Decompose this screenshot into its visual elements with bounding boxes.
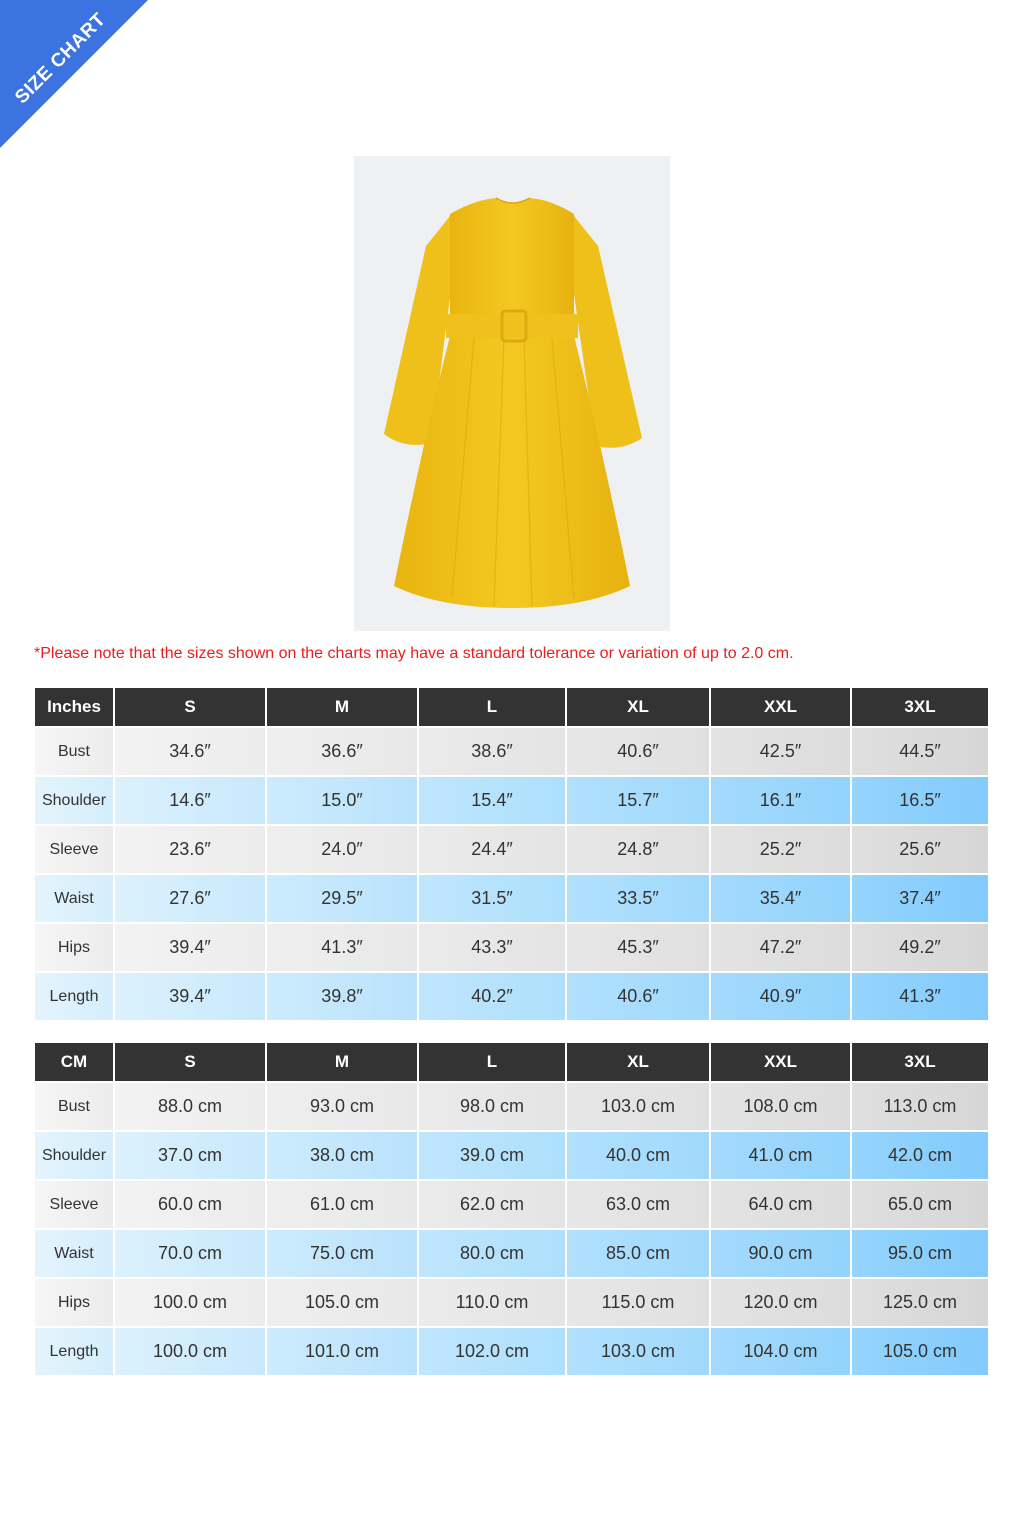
table-cell: 23.6″ — [115, 826, 265, 873]
measurement-label: Hips — [35, 1279, 113, 1326]
table-cell: 40.2″ — [419, 973, 565, 1020]
table-row — [35, 1328, 988, 1375]
table-cell: 102.0 cm — [419, 1328, 565, 1375]
table-cell: 34.6″ — [115, 728, 265, 775]
table-row — [35, 777, 988, 824]
table-cell: 38.6″ — [419, 728, 565, 775]
table-cell: 37.4″ — [852, 875, 988, 922]
table-cell: 63.0 cm — [567, 1181, 709, 1228]
table-cell: 25.6″ — [852, 826, 988, 873]
size-header: L — [419, 688, 565, 726]
table-cell: 125.0 cm — [852, 1279, 988, 1326]
table-cell: 108.0 cm — [711, 1083, 850, 1130]
measurement-label: Bust — [35, 728, 113, 775]
table-cell: 70.0 cm — [115, 1230, 265, 1277]
table-cell: 42.0 cm — [852, 1132, 988, 1179]
table-cell: 100.0 cm — [115, 1328, 265, 1375]
table-cell: 75.0 cm — [267, 1230, 417, 1277]
table-cell: 29.5″ — [267, 875, 417, 922]
table-cell: 41.3″ — [852, 973, 988, 1020]
table-cell: 61.0 cm — [267, 1181, 417, 1228]
table-row — [35, 1279, 988, 1326]
measurement-label: Waist — [35, 875, 113, 922]
badge-label: SIZE CHART — [11, 9, 111, 109]
table-cell: 65.0 cm — [852, 1181, 988, 1228]
size-header: 3XL — [852, 1043, 988, 1081]
product-image — [354, 156, 670, 631]
table-cell: 105.0 cm — [267, 1279, 417, 1326]
table-cell: 103.0 cm — [567, 1083, 709, 1130]
table-cell: 41.0 cm — [711, 1132, 850, 1179]
table-cell: 80.0 cm — [419, 1230, 565, 1277]
table-cell: 47.2″ — [711, 924, 850, 971]
table-cell: 105.0 cm — [852, 1328, 988, 1375]
table-cell: 40.6″ — [567, 728, 709, 775]
table-header-row — [35, 688, 988, 726]
measurement-label: Hips — [35, 924, 113, 971]
size-table-cm — [33, 1041, 990, 1377]
unit-label: Inches — [35, 688, 113, 726]
table-row — [35, 924, 988, 971]
table-cell: 85.0 cm — [567, 1230, 709, 1277]
table-cell: 40.6″ — [567, 973, 709, 1020]
table-cell: 38.0 cm — [267, 1132, 417, 1179]
table-cell: 41.3″ — [267, 924, 417, 971]
table-cell: 60.0 cm — [115, 1181, 265, 1228]
table-cell: 40.0 cm — [567, 1132, 709, 1179]
table-cell: 16.1″ — [711, 777, 850, 824]
table-cell: 98.0 cm — [419, 1083, 565, 1130]
table-cell: 113.0 cm — [852, 1083, 988, 1130]
table-cell: 24.4″ — [419, 826, 565, 873]
table-cell: 39.8″ — [267, 973, 417, 1020]
table-cell: 15.4″ — [419, 777, 565, 824]
size-header: 3XL — [852, 688, 988, 726]
size-header: XL — [567, 1043, 709, 1081]
measurement-label: Length — [35, 1328, 113, 1375]
table-cell: 95.0 cm — [852, 1230, 988, 1277]
table-row — [35, 1181, 988, 1228]
measurement-label: Bust — [35, 1083, 113, 1130]
table-row — [35, 728, 988, 775]
size-header: XL — [567, 688, 709, 726]
table-cell: 24.0″ — [267, 826, 417, 873]
table-cell: 36.6″ — [267, 728, 417, 775]
table-cell: 93.0 cm — [267, 1083, 417, 1130]
size-table-inches — [33, 686, 990, 1022]
size-header: XXL — [711, 688, 850, 726]
size-header: S — [115, 1043, 265, 1081]
table-cell: 24.8″ — [567, 826, 709, 873]
table-cell: 120.0 cm — [711, 1279, 850, 1326]
table-cell: 42.5″ — [711, 728, 850, 775]
table-cell: 33.5″ — [567, 875, 709, 922]
size-header: S — [115, 688, 265, 726]
table-row — [35, 1083, 988, 1130]
table-cell: 101.0 cm — [267, 1328, 417, 1375]
table-cell: 37.0 cm — [115, 1132, 265, 1179]
table-cell: 49.2″ — [852, 924, 988, 971]
unit-label: CM — [35, 1043, 113, 1081]
size-header: M — [267, 688, 417, 726]
table-cell: 88.0 cm — [115, 1083, 265, 1130]
table-cell: 39.0 cm — [419, 1132, 565, 1179]
table-header-row — [35, 1043, 988, 1081]
table-cell: 43.3″ — [419, 924, 565, 971]
table-cell: 31.5″ — [419, 875, 565, 922]
table-row — [35, 875, 988, 922]
tolerance-note: *Please note that the sizes shown on the charts may have a standard tolerance or variation of up to 2.0 cm. — [34, 645, 794, 662]
table-cell: 44.5″ — [852, 728, 988, 775]
table-cell: 115.0 cm — [567, 1279, 709, 1326]
table-cell: 35.4″ — [711, 875, 850, 922]
table-cell: 100.0 cm — [115, 1279, 265, 1326]
table-cell: 110.0 cm — [419, 1279, 565, 1326]
table-cell: 15.7″ — [567, 777, 709, 824]
table-cell: 104.0 cm — [711, 1328, 850, 1375]
table-cell: 62.0 cm — [419, 1181, 565, 1228]
table-cell: 45.3″ — [567, 924, 709, 971]
measurement-label: Sleeve — [35, 1181, 113, 1228]
measurement-label: Waist — [35, 1230, 113, 1277]
measurement-label: Length — [35, 973, 113, 1020]
table-row — [35, 1230, 988, 1277]
table-row — [35, 973, 988, 1020]
size-chart-badge — [0, 0, 150, 150]
size-header: M — [267, 1043, 417, 1081]
table-cell: 40.9″ — [711, 973, 850, 1020]
table-cell: 16.5″ — [852, 777, 988, 824]
size-header: XXL — [711, 1043, 850, 1081]
table-cell: 103.0 cm — [567, 1328, 709, 1375]
table-row — [35, 826, 988, 873]
table-cell: 27.6″ — [115, 875, 265, 922]
dress-illustration — [354, 156, 670, 631]
table-cell: 39.4″ — [115, 924, 265, 971]
table-cell: 15.0″ — [267, 777, 417, 824]
table-cell: 39.4″ — [115, 973, 265, 1020]
table-cell: 25.2″ — [711, 826, 850, 873]
table-cell: 14.6″ — [115, 777, 265, 824]
table-cell: 90.0 cm — [711, 1230, 850, 1277]
badge-triangle — [0, 0, 148, 148]
size-header: L — [419, 1043, 565, 1081]
table-cell: 64.0 cm — [711, 1181, 850, 1228]
measurement-label: Shoulder — [35, 1132, 113, 1179]
table-row — [35, 1132, 988, 1179]
measurement-label: Sleeve — [35, 826, 113, 873]
measurement-label: Shoulder — [35, 777, 113, 824]
